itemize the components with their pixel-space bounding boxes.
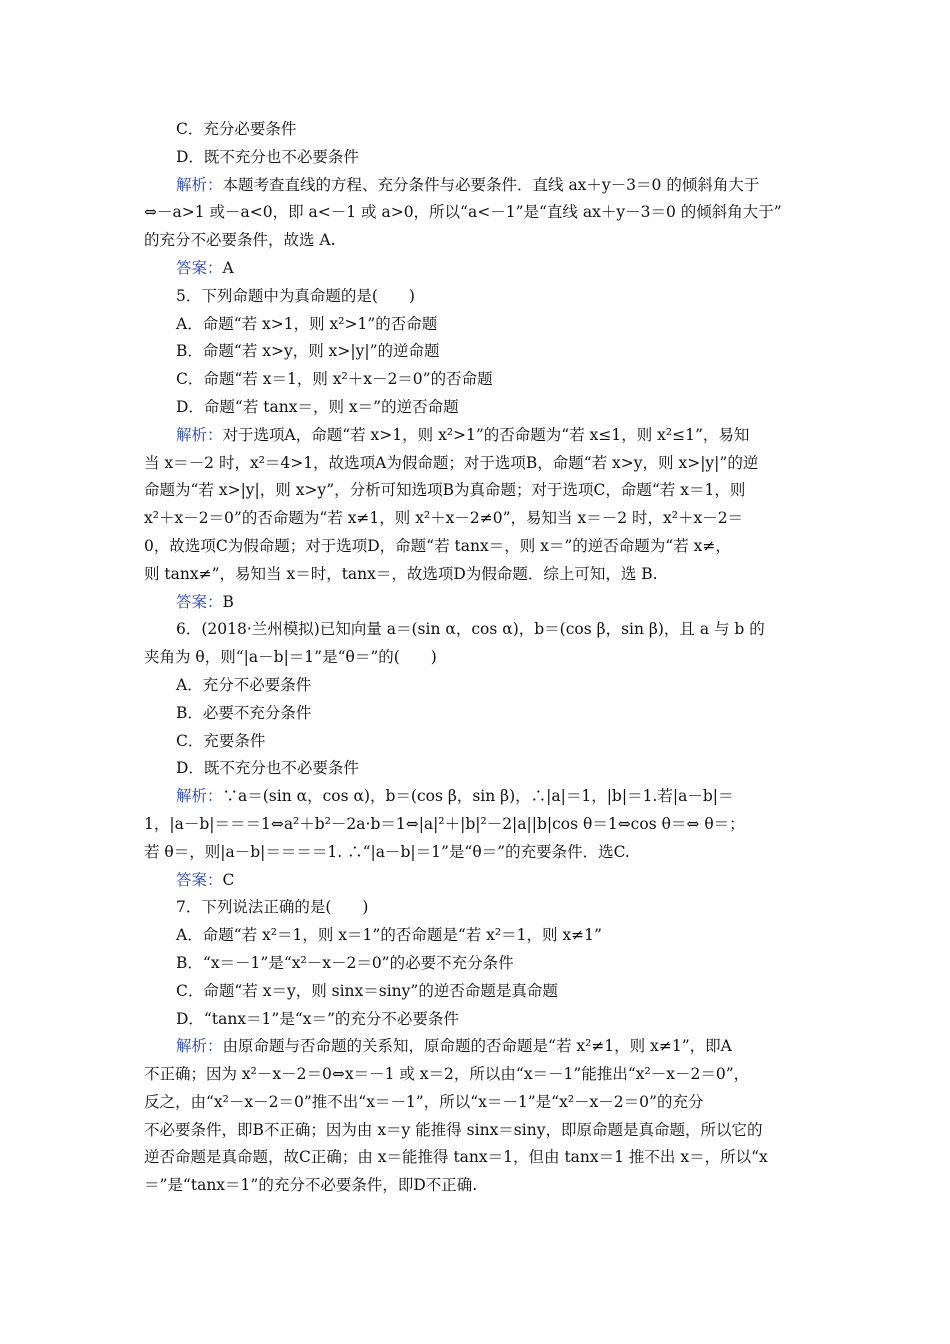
q6-answer: 答案：C: [176, 870, 235, 889]
q6-option-d: D．既不充分也不必要条件: [176, 759, 359, 778]
analysis-label: 解析：: [176, 787, 223, 806]
q4-analysis-line-1: 解析：本题考查直线的方程、充分条件与必要条件．直线 ax＋y－3＝0 的倾斜角大于: [176, 175, 760, 194]
analysis-label: 解析：: [176, 175, 223, 194]
q7-analysis-line-2: 不正确；因为 x²－x－2＝0⇔x＝－1 或 x＝2，所以由“x＝－1”能推出“x²－x－2＝0”，: [144, 1065, 750, 1084]
q5-analysis-line-4: x²＋x－2＝0”的否命题为“若 x≠1，则 x²＋x－2≠0”，易知当 x＝－2 时，x²＋x－2＝: [144, 509, 744, 528]
q5-analysis-line-3: 命题为“若 x>|y|，则 x>y”，分析可知选项B为真命题；对于选项C，命题“若 x＝1，则: [144, 481, 746, 500]
answer-label: 答案：: [176, 870, 223, 889]
q4-analysis-line-2: ⇔－a>1 或－a<0，即 a<－1 或 a>0，所以“a<－1”是“直线 ax＋y－3＝0 的倾斜角大于”: [144, 203, 782, 222]
q5-option-a: A．命题“若 x>1，则 x²>1”的否命题: [176, 314, 438, 333]
q7-stem: 7．下列说法正确的是( ): [176, 898, 369, 917]
q7-option-d: D．“tanx＝1”是“x＝”的充分不必要条件: [176, 1009, 459, 1028]
q4-answer: 答案：A: [176, 258, 234, 277]
q7-option-b: B．“x＝－1”是“x²－x－2＝0”的必要不充分条件: [176, 953, 514, 972]
document-page: [144, 116, 812, 1200]
q5-option-c: C．命题“若 x＝1，则 x²＋x－2＝0”的否命题: [176, 370, 493, 389]
analysis-label: 解析：: [176, 1037, 223, 1056]
q6-option-a: A．充分不必要条件: [176, 675, 312, 694]
q6-analysis-line-2: 1，|a－b|＝＝＝1⇔a²＋b²－2a·b＝1⇔|a|²＋|b|²－2|a||b|cos θ＝1⇔cos θ＝⇔ θ＝；: [144, 814, 745, 833]
q7-option-c: C．命题“若 x＝y，则 sinx＝siny”的逆否命题是真命题: [176, 981, 558, 1000]
q7-analysis-line-6: ＝”是“tanx＝1”的充分不必要条件，即D不正确.: [144, 1176, 478, 1195]
answer-label: 答案：: [176, 258, 223, 277]
q5-analysis-line-6: 则 tanx≠”，易知当 x＝时，tanx＝，故选项D为假命题．综上可知，选 B.: [144, 564, 658, 583]
q5-analysis-line-1: 解析：对于选项A，命题“若 x>1，则 x²>1”的否命题为“若 x≤1，则 x²≤1”，易知: [176, 425, 750, 444]
q6-analysis-line-1: 解析：∵a＝(sin α，cos α)，b＝(cos β，sin β)，∴|a|＝1，|b|＝1.若|a－b|＝: [176, 787, 734, 806]
answer-label: 答案：: [176, 592, 223, 611]
q5-option-d: D．命题“若 tanx＝，则 x＝”的逆否命题: [176, 397, 459, 416]
q4-option-c: C．充分必要条件: [176, 120, 297, 138]
q6-stem-line-1: 6．(2018·兰州模拟)已知向量 a＝(sin α，cos α)，b＝(cos β，sin β)，且 a 与 b 的: [176, 620, 765, 639]
q6-option-c: C．充要条件: [176, 731, 266, 750]
q6-stem-line-2: 夹角为 θ，则“|a－b|＝1”是“θ＝”的( ): [144, 648, 437, 667]
q7-analysis-line-4: 不必要条件，即B不正确；因为由 x＝y 能推得 sinx＝siny，即原命题是真命题，所以它的: [144, 1120, 763, 1139]
q4-analysis-line-3: 的充分不必要条件，故选 A.: [144, 231, 336, 250]
q6-option-b: B．必要不充分条件: [176, 703, 312, 722]
q7-analysis-line-1: 解析：由原命题与否命题的关系知，原命题的否命题是“若 x²≠1，则 x≠1”，即A: [176, 1037, 732, 1056]
q7-analysis-line-3: 反之，由“x²－x－2＝0”推不出“x＝－1”，所以“x＝－1”是“x²－x－2＝0”的充分: [144, 1092, 704, 1111]
q5-analysis-line-2: 当 x＝－2 时，x²＝4>1，故选项A为假命题；对于选项B，命题“若 x>y，则 x>|y|”的逆: [144, 453, 759, 472]
q5-option-b: B．命题“若 x>y，则 x>|y|”的逆命题: [176, 342, 440, 361]
q4-option-d: D．既不充分也不必要条件: [176, 147, 359, 166]
q7-analysis-line-5: 逆否命题是真命题，故C正确；由 x＝能推得 tanx＝1，但由 tanx＝1 推不出 x＝，所以“x: [144, 1148, 768, 1167]
q7-option-a: A．命题“若 x²＝1，则 x＝1”的否命题是“若 x²＝1，则 x≠1”: [176, 926, 602, 945]
analysis-label: 解析：: [176, 425, 223, 444]
q6-analysis-line-3: 若 θ＝，则|a－b|＝＝＝＝1. ∴“|a－b|＝1”是“θ＝”的充要条件．选C.: [144, 842, 630, 861]
q5-answer: 答案：B: [176, 592, 234, 611]
q5-analysis-line-5: 0，故选项C为假命题；对于选项D，命题“若 tanx＝，则 x＝”的逆否命题为“若 x≠，: [144, 536, 731, 555]
q5-stem: 5．下列命题中为真命题的是( ): [176, 286, 415, 305]
